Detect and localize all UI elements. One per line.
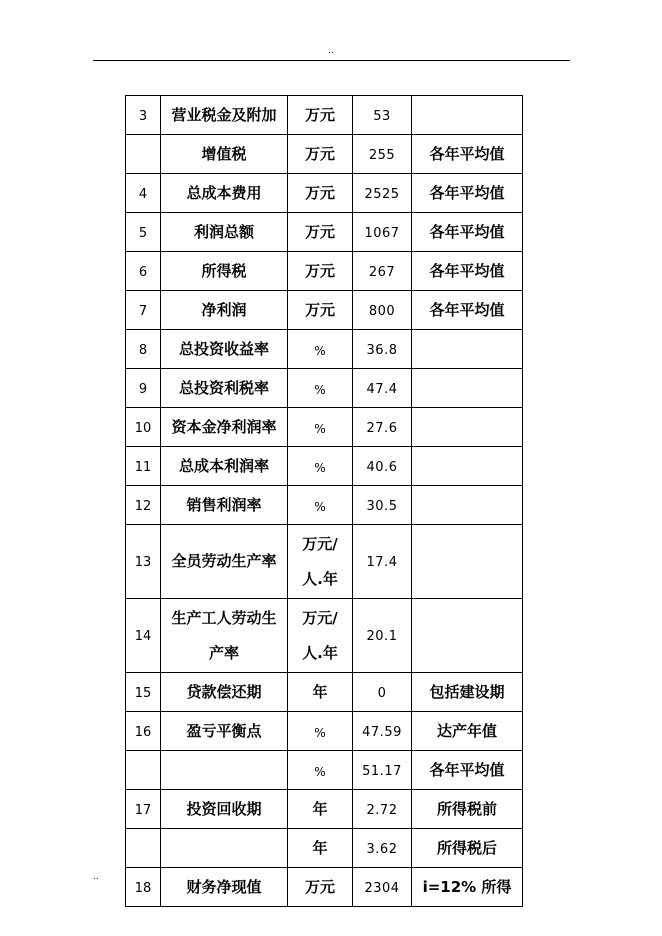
table-row [126, 599, 523, 673]
indicator-name [161, 829, 288, 868]
indicator-value: 47.59 [353, 712, 412, 751]
indicator-value: 1067 [353, 213, 412, 252]
indicator-value: 800 [353, 291, 412, 330]
indicator-unit: % [288, 369, 353, 408]
table-row [126, 525, 523, 599]
table-row [126, 673, 523, 712]
indicator-note: 各年平均值 [412, 135, 523, 174]
indicator-name: 投资回收期 [161, 790, 288, 829]
indicator-name [161, 751, 288, 790]
indicator-note [412, 525, 523, 599]
indicator-name [161, 599, 288, 673]
indicator-value: 3.62 [353, 829, 412, 868]
header-mark: .. [328, 46, 334, 56]
indicator-unit: 万元 [288, 213, 353, 252]
indicator-value: 47.4 [353, 369, 412, 408]
indicator-note [412, 447, 523, 486]
indicator-unit [288, 525, 353, 599]
indicator-value: 51.17 [353, 751, 412, 790]
indicator-name: 销售利润率 [161, 486, 288, 525]
table-row [126, 447, 523, 486]
footer-mark: .. [93, 872, 99, 882]
table-row [126, 486, 523, 525]
indicator-note: 各年平均值 [412, 213, 523, 252]
indicator-value: 267 [353, 252, 412, 291]
indicator-name: 营业税金及附加 [161, 96, 288, 135]
table-row [126, 751, 523, 790]
indicator-name: 总成本利润率 [161, 447, 288, 486]
row-number: 15 [126, 673, 161, 712]
table-row [126, 369, 523, 408]
indicator-name: 所得税 [161, 252, 288, 291]
indicator-value: 255 [353, 135, 412, 174]
indicator-unit: 万元 [288, 135, 353, 174]
indicator-unit: 万元 [288, 96, 353, 135]
row-number: 18 [126, 868, 161, 907]
row-number: 14 [126, 599, 161, 673]
row-number: 11 [126, 447, 161, 486]
indicator-unit: % [288, 712, 353, 751]
indicator-unit: % [288, 330, 353, 369]
row-number [126, 135, 161, 174]
indicator-value: 2304 [353, 868, 412, 907]
row-number: 9 [126, 369, 161, 408]
unit-line-1: 万元/ [302, 608, 338, 627]
indicator-note [412, 599, 523, 673]
indicator-unit [288, 599, 353, 673]
table-row [126, 96, 523, 135]
indicator-unit: 万元 [288, 291, 353, 330]
indicator-value: 2.72 [353, 790, 412, 829]
indicator-name: 财务净现值 [161, 868, 288, 907]
row-number: 8 [126, 330, 161, 369]
table-row [126, 291, 523, 330]
indicator-note: 各年平均值 [412, 291, 523, 330]
indicator-unit: % [288, 486, 353, 525]
indicator-note [412, 369, 523, 408]
indicator-note [412, 408, 523, 447]
indicator-value: 20.1 [353, 599, 412, 673]
indicator-value: 17.4 [353, 525, 412, 599]
indicator-value: 53 [353, 96, 412, 135]
indicator-value: 36.8 [353, 330, 412, 369]
unit-line-2: 人.年 [302, 569, 338, 588]
row-number: 17 [126, 790, 161, 829]
row-number: 13 [126, 525, 161, 599]
indicator-value: 30.5 [353, 486, 412, 525]
table-row [126, 829, 523, 868]
table-row [126, 408, 523, 447]
row-number [126, 751, 161, 790]
row-number: 12 [126, 486, 161, 525]
indicator-unit: 年 [288, 829, 353, 868]
indicator-name: 资本金净利润率 [161, 408, 288, 447]
row-number: 7 [126, 291, 161, 330]
indicator-note [412, 330, 523, 369]
indicator-note: 包括建设期 [412, 673, 523, 712]
row-number: 10 [126, 408, 161, 447]
table-row [126, 868, 523, 907]
table-row [126, 790, 523, 829]
indicator-name: 净利润 [161, 291, 288, 330]
table-row [126, 712, 523, 751]
row-number: 5 [126, 213, 161, 252]
row-number [126, 829, 161, 868]
indicator-note: i=12% 所得 [412, 868, 523, 907]
indicator-note: 各年平均值 [412, 751, 523, 790]
indicator-note [412, 486, 523, 525]
indicator-unit: % [288, 408, 353, 447]
indicator-name: 增值税 [161, 135, 288, 174]
unit-line-1: 万元/ [302, 534, 338, 553]
table-row [126, 330, 523, 369]
indicator-unit: 万元 [288, 174, 353, 213]
indicator-value: 2525 [353, 174, 412, 213]
table-row [126, 213, 523, 252]
row-number: 4 [126, 174, 161, 213]
table-row [126, 174, 523, 213]
indicator-value: 27.6 [353, 408, 412, 447]
indicator-name: 贷款偿还期 [161, 673, 288, 712]
indicator-name: 利润总额 [161, 213, 288, 252]
indicator-note: 各年平均值 [412, 174, 523, 213]
row-number: 16 [126, 712, 161, 751]
indicator-note [412, 96, 523, 135]
indicator-note: 达产年值 [412, 712, 523, 751]
table-row [126, 135, 523, 174]
indicator-name: 总投资收益率 [161, 330, 288, 369]
indicator-note: 各年平均值 [412, 252, 523, 291]
indicator-unit: 万元 [288, 252, 353, 291]
indicator-unit: 年 [288, 790, 353, 829]
indicator-unit: 万元 [288, 868, 353, 907]
header-rule [93, 60, 570, 61]
indicator-unit: 年 [288, 673, 353, 712]
indicator-name: 全员劳动生产率 [161, 525, 288, 599]
name-line-1: 生产工人劳动生 [171, 608, 277, 627]
name-line-2: 产率 [208, 643, 239, 662]
indicator-note: 所得税后 [412, 829, 523, 868]
row-number: 6 [126, 252, 161, 291]
indicator-table [125, 95, 523, 907]
table-row [126, 252, 523, 291]
indicator-unit: % [288, 447, 353, 486]
indicator-name: 总投资利税率 [161, 369, 288, 408]
indicator-note: 所得税前 [412, 790, 523, 829]
unit-line-2: 人.年 [302, 643, 338, 662]
indicator-value: 0 [353, 673, 412, 712]
indicator-name: 盈亏平衡点 [161, 712, 288, 751]
indicator-name: 总成本费用 [161, 174, 288, 213]
row-number: 3 [126, 96, 161, 135]
indicator-unit: % [288, 751, 353, 790]
indicator-value: 40.6 [353, 447, 412, 486]
